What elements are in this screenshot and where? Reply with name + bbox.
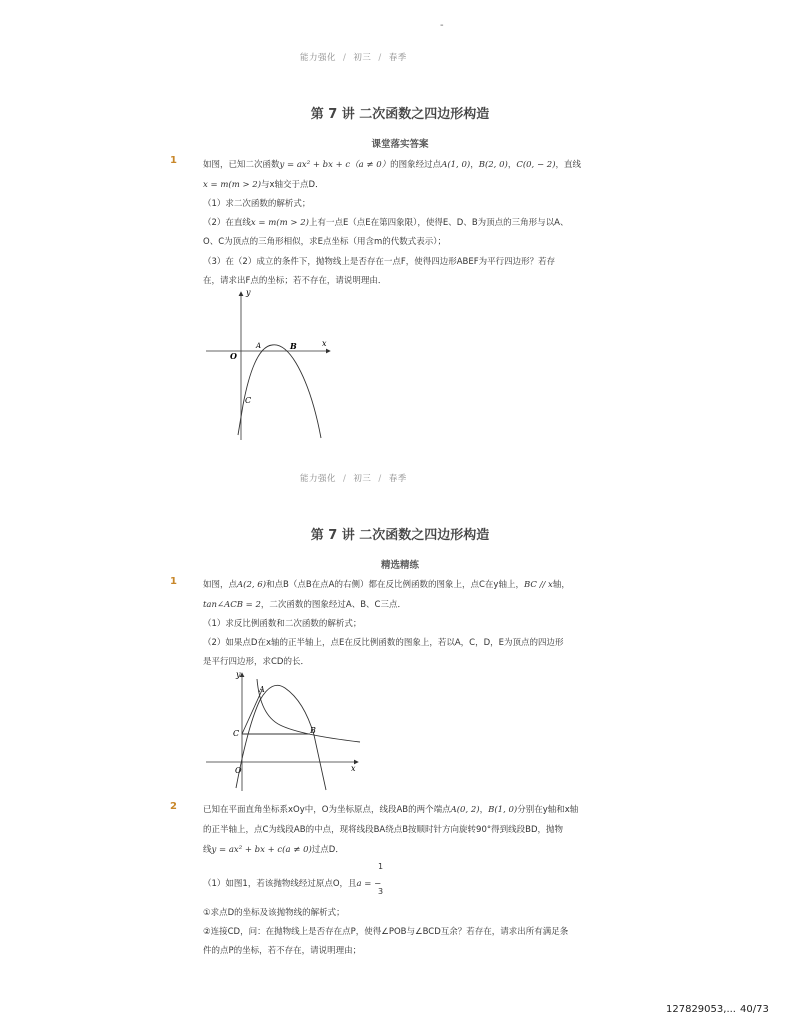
question-text-line: （1）求反比例函数和二次函数的解析式； xyxy=(203,619,362,629)
origin-label: O xyxy=(230,351,237,361)
question-text-line: 是平行四边形，求CD的长． xyxy=(203,657,309,667)
parabola-curve xyxy=(243,345,321,438)
question-text-line: tan∠ACB = 2，二次函数的图象经过A、B、C三点． xyxy=(203,600,406,610)
point-b-label: B xyxy=(290,341,297,351)
breadcrumb-item[interactable]: 初三 xyxy=(353,474,372,484)
breadcrumb-item[interactable]: 春季 xyxy=(388,474,407,484)
breadcrumb-item[interactable]: 春季 xyxy=(388,53,407,63)
question-text-line: x = m(m > 2)与x轴交于点D． xyxy=(203,180,324,190)
question-text-line: 线y = ax² + bx + c(a ≠ 0)过点D． xyxy=(203,845,344,855)
breadcrumb: 能力强化 / 初三 / 春季 xyxy=(300,474,407,484)
question-text-line: （3）在（2）成立的条件下，抛物线上是否存在一点F，使得四边形ABEF为平行四边形？若存 xyxy=(203,257,556,267)
fraction-denominator: 3 xyxy=(378,887,384,896)
breadcrumb-item[interactable]: 能力强化 xyxy=(300,53,337,63)
lecture-title: 第 7 讲 二次函数之四边形构造 xyxy=(310,107,490,122)
question-text-line: 的正半轴上，点C为线段AB的中点，现将线段BA绕点B按顺时针方向旋转90°得到线段BD，抛物 xyxy=(203,825,564,835)
breadcrumb-item[interactable]: 能力强化 xyxy=(300,474,337,484)
top-mark: - xyxy=(440,20,444,31)
parabola-figure xyxy=(200,285,340,445)
page-indicator: 40/73 xyxy=(740,1004,769,1015)
breadcrumb: 能力强化 / 初三 / 春季 xyxy=(300,53,407,63)
point-c-label: C xyxy=(233,729,240,738)
question-text-line: （2）如果点D在x轴的正半轴上，点E在反比例函数的图象上，若以A，C，D，E为顶点的四边形 xyxy=(203,638,564,648)
x-axis-label: x xyxy=(322,339,327,348)
y-axis-label: y xyxy=(246,288,251,297)
question-text-line: 如图，已知二次函数y = ax² + bx + c（a ≠ 0）的图象经过点A(1, 0)，B(2, 0)，C(0, − 2)，直线 xyxy=(203,160,582,170)
question-number: 1 xyxy=(170,576,177,587)
segment-ca xyxy=(242,690,262,734)
lecture-title: 第 7 讲 二次函数之四边形构造 xyxy=(310,528,490,543)
point-b-label: B xyxy=(310,726,316,735)
point-a-label: A xyxy=(259,685,265,694)
question-text-line: （1）如图1，若该抛物线经过原点O，且a = − xyxy=(203,879,382,889)
section-heading: 精选精练 xyxy=(380,560,419,571)
fraction-numerator: 1 xyxy=(378,862,384,871)
question-text-line: O、C为顶点的三角形相似，求E点坐标（用含m的代数式表示）； xyxy=(203,237,447,247)
question-text-line: （1）求二次函数的解析式； xyxy=(203,199,311,209)
section-heading: 课堂落实答案 xyxy=(371,139,429,150)
question-number: 2 xyxy=(170,801,177,812)
question-text-line: ①求点D的坐标及该抛物线的解析式； xyxy=(203,908,345,918)
point-a-label: A xyxy=(256,342,262,350)
question-text-line: 件的点P的坐标，若不存在，请说明理由； xyxy=(203,946,362,956)
question-text-line: （2）在直线x = m(m > 2)上有一点E（点E在第四象限），使得E、D、B为顶点的三角形与以A、 xyxy=(203,218,569,228)
point-c-label: C xyxy=(245,396,252,405)
y-axis-label: y xyxy=(236,670,241,679)
question-number: 1 xyxy=(170,155,177,166)
question-text-line: 如图，点A(2, 6)和点B（点B在点A的右侧）都在反比例函数的图象上，点C在y轴上，BC // x轴， xyxy=(203,580,570,590)
origin-label: O xyxy=(235,766,242,775)
breadcrumb-item[interactable]: 初三 xyxy=(353,53,372,63)
hyperbola-parabola-figure xyxy=(200,665,370,795)
question-text-line: 已知在平面直角坐标系xOy中，O为坐标原点，线段AB的两个端点A(0, 2)，B(1, 0)分别在y轴和x轴 xyxy=(203,805,579,815)
x-axis-label: x xyxy=(351,764,356,773)
question-text-line: 在，请求出F点的坐标；若不存在，请说明理由． xyxy=(203,276,387,286)
parabola-curve xyxy=(236,685,326,790)
document-id: 127829053,... xyxy=(666,1004,736,1015)
question-text-line: ②连接CD，问：在抛物线上是否存在点P，使得∠POB与∠BCD互余？若存在，请求出所有满足条 xyxy=(203,927,569,937)
hyperbola-curve xyxy=(257,679,360,742)
